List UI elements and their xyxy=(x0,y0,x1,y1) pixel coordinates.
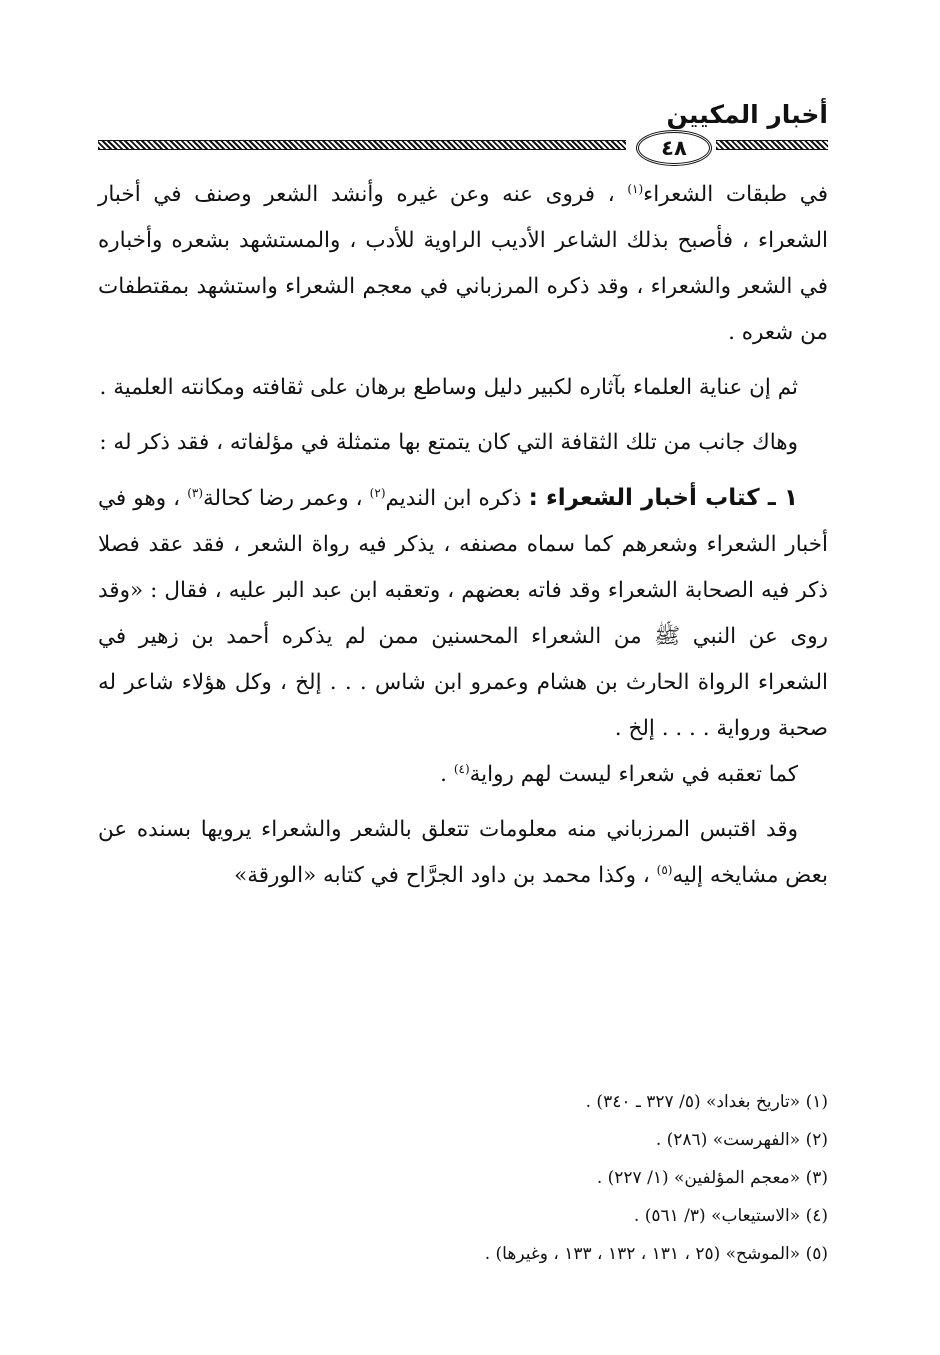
page-number: ٤٨ xyxy=(661,136,687,160)
paragraph-5 xyxy=(98,752,828,798)
footnote-ref-4[interactable]: (٤) xyxy=(453,761,470,776)
footnote-2: (٢) «الفهرست» (٢٨٦) . xyxy=(655,1130,828,1150)
paragraph-6 xyxy=(98,807,828,899)
text-span: ، وكذا محمد بن داود الجرَّاح في كتابه «الورقة» xyxy=(234,863,650,888)
text-span: ، فروى عنه وعن غيره وأنشد الشعر وصنف في أخبار الشعراء ، فأصبح بذلك الشاعر الأديب الراوية للأدب ، والمستشهد بشعره وأخباره في الشعر والشعراء ، وقد ذكره المرزباني في معجم الشعراء واستشهد بمقتطفات من شعره . xyxy=(98,182,828,345)
footnote-4: (٤) «الاستيعاب» (٣/ ٥٦١) . xyxy=(633,1206,828,1226)
header-rule-left xyxy=(98,140,626,150)
text-span: وقد اقتبس المرزباني منه معلومات تتعلق بالشعر والشعراء يرويها بسنده عن بعض مشايخه إليه xyxy=(98,817,828,888)
footnote-ref-3[interactable]: (٣) xyxy=(187,485,204,500)
text-span: في طبقات الشعراء xyxy=(643,182,829,207)
paragraph-3: وهاك جانب من تلك الثقافة التي كان يتمتع بها متمثلة في مؤلفاته ، فقد ذكر له : xyxy=(99,430,798,455)
header-rule-right xyxy=(716,140,828,150)
footnote-ref-5[interactable]: (٥) xyxy=(656,862,673,877)
paragraph-4 xyxy=(98,475,828,752)
text-span: ، وهو في أخبار الشعراء وشعرهم كما سماه مصنفه ، يذكر فيه رواة الشعر ، فقد عقد فصلا ذكر فيه الصحابة الشعراء وقد فاته بعضهم ، وتعقبه ابن عبد البر عليه ، فقال : «وقد روى عن النبي ﷺ من الشعراء المحسنين ممن لم يذكره أحمد بن زهير في الشعراء الرواة الحارث بن هشام وعمرو ابن شاس . . . إلخ ، وكل هؤلاء شاعر له صحبة ورواية . . . . إلخ . xyxy=(98,486,828,741)
running-title: أخبار المكيين xyxy=(666,100,828,129)
paragraph-2: ثم إن عناية العلماء بآثاره لكبير دليل وساطع برهان على ثقافته ومكانته العلمية . xyxy=(99,375,798,400)
body-text xyxy=(98,172,828,899)
footnote-1: (١) «تاريخ بغداد» (٥/ ٣٢٧ ـ ٣٤٠) . xyxy=(585,1092,828,1112)
footnote-ref-2[interactable]: (٢) xyxy=(369,485,386,500)
paragraph-1 xyxy=(98,172,828,356)
footnote-3: (٣) «معجم المؤلفين» (١/ ٢٢٧) . xyxy=(596,1168,828,1188)
page-number-badge xyxy=(636,130,712,166)
footnote-ref-1[interactable]: (١) xyxy=(627,181,644,196)
page-header xyxy=(98,100,828,164)
book-title-heading: ١ ـ كتاب أخبار الشعراء : xyxy=(528,485,798,511)
text-span: . xyxy=(440,762,447,787)
footnote-5: (٥) «الموشح» (٢٥ ، ١٣١ ، ١٣٢ ، ١٣٣ ، وغيرها) . xyxy=(484,1244,828,1264)
footnotes xyxy=(98,1083,828,1273)
text-span: ذكره ابن النديم xyxy=(385,486,522,511)
text-span: ، وعمر رضا كحالة xyxy=(203,486,363,511)
text-span: كما تعقبه في شعراء ليست لهم رواية xyxy=(469,762,798,787)
